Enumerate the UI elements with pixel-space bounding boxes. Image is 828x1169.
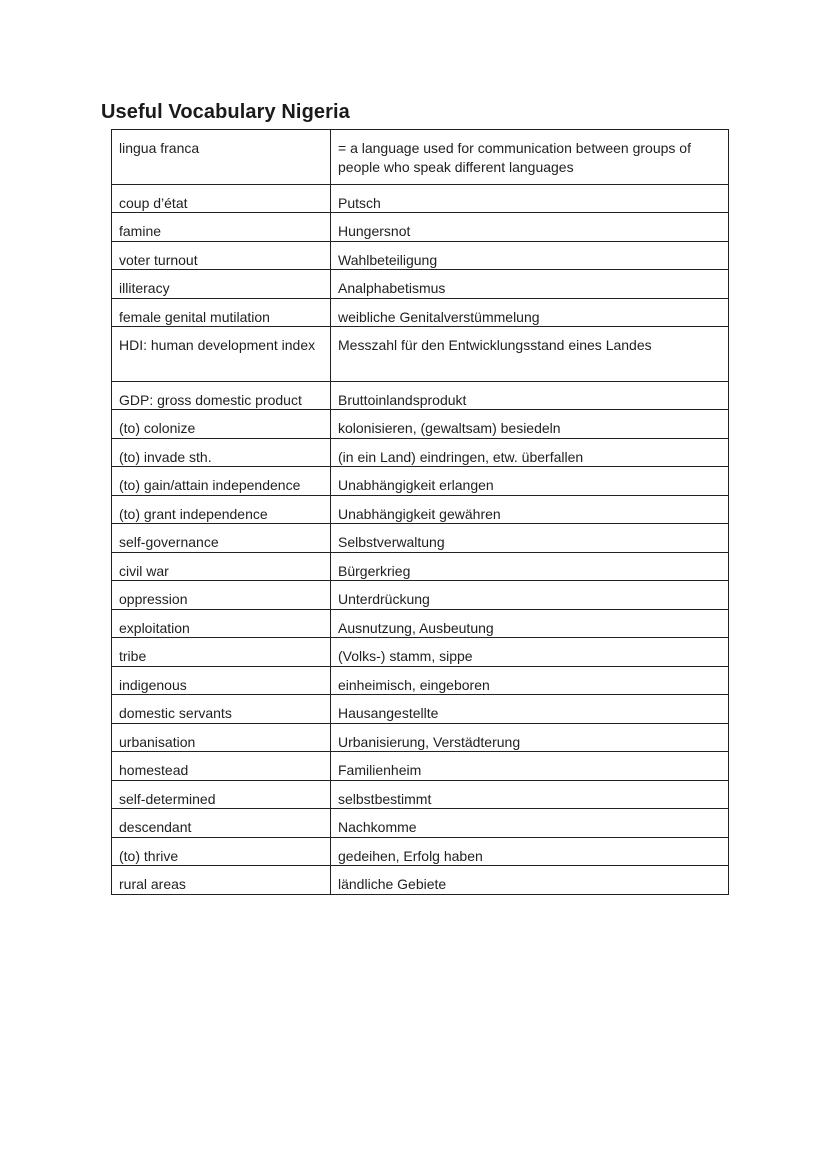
table-row [112,695,729,724]
table-row [112,666,729,695]
table-row [112,327,729,382]
term-cell: homestead [112,752,331,781]
definition-cell: Urbanisierung, Verstädterung [331,723,729,752]
table-row [112,581,729,610]
table-row [112,809,729,838]
definition-cell: Bürgerkrieg [331,552,729,581]
definition-cell: Hungersnot [331,213,729,242]
table-row [112,495,729,524]
term-cell: (to) thrive [112,837,331,866]
table-row [112,298,729,327]
definition-cell: Putsch [331,184,729,213]
definition-cell: (in ein Land) eindringen, etw. überfallen [331,438,729,467]
page-title: Useful Vocabulary Nigeria [101,101,350,123]
table-row [112,381,729,410]
term-cell: self-determined [112,780,331,809]
definition-cell: einheimisch, eingeboren [331,666,729,695]
definition-cell: Messzahl für den Entwicklungsstand eines Landes [331,327,729,382]
table-row [112,780,729,809]
table-row [112,130,729,185]
table-row [112,723,729,752]
table-row [112,467,729,496]
definition-cell: Unabhängigkeit erlangen [331,467,729,496]
definition-cell: ländliche Gebiete [331,866,729,895]
table-row [112,184,729,213]
vocabulary-table [111,129,729,895]
term-cell: (to) colonize [112,410,331,439]
term-cell: HDI: human development index [112,327,331,382]
term-cell: indigenous [112,666,331,695]
term-cell: female genital mutilation [112,298,331,327]
term-cell: civil war [112,552,331,581]
table-row [112,241,729,270]
term-cell: voter turnout [112,241,331,270]
term-cell: lingua franca [112,130,331,185]
term-cell: (to) grant independence [112,495,331,524]
table-row [112,438,729,467]
definition-cell: gedeihen, Erfolg haben [331,837,729,866]
term-cell: rural areas [112,866,331,895]
term-cell: exploitation [112,609,331,638]
definition-cell: Bruttoinlandsprodukt [331,381,729,410]
table-row [112,410,729,439]
table-row [112,552,729,581]
definition-cell: Wahlbeteiligung [331,241,729,270]
term-cell: tribe [112,638,331,667]
table-row [112,524,729,553]
definition-cell: Nachkomme [331,809,729,838]
term-cell: illiteracy [112,270,331,299]
table-row [112,837,729,866]
term-cell: descendant [112,809,331,838]
definition-cell: Selbstverwaltung [331,524,729,553]
term-cell: self-governance [112,524,331,553]
definition-cell: = a language used for communication between groups of people who speak different languages [331,130,729,185]
table-row [112,866,729,895]
definition-cell: selbstbestimmt [331,780,729,809]
term-cell: domestic servants [112,695,331,724]
definition-cell: (Volks-) stamm, sippe [331,638,729,667]
definition-cell: Unabhängigkeit gewähren [331,495,729,524]
definition-cell: Ausnutzung, Ausbeutung [331,609,729,638]
table-row [112,270,729,299]
definition-cell: Unterdrückung [331,581,729,610]
definition-cell: Hausangestellte [331,695,729,724]
table-row [112,609,729,638]
definition-cell: Familienheim [331,752,729,781]
term-cell: (to) gain/attain independence [112,467,331,496]
term-cell: famine [112,213,331,242]
term-cell: (to) invade sth. [112,438,331,467]
definition-cell: kolonisieren, (gewaltsam) besiedeln [331,410,729,439]
table-row [112,213,729,242]
table-row [112,638,729,667]
term-cell: oppression [112,581,331,610]
term-cell: coup d’état [112,184,331,213]
table-row [112,752,729,781]
term-cell: urbanisation [112,723,331,752]
definition-cell: weibliche Genitalverstümmelung [331,298,729,327]
term-cell: GDP: gross domestic product [112,381,331,410]
definition-cell: Analphabetismus [331,270,729,299]
